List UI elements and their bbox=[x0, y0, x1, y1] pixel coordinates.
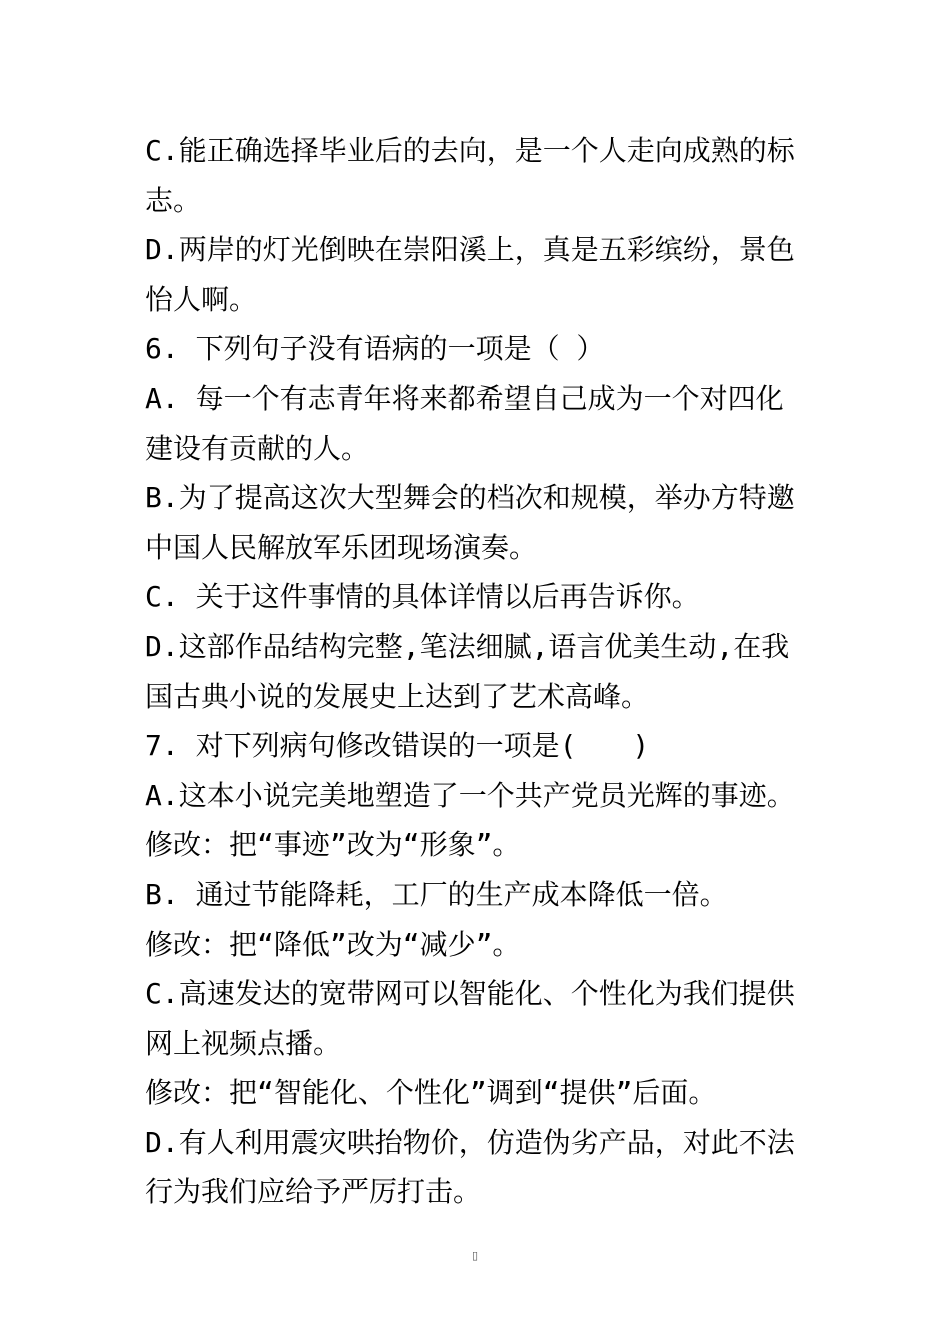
text-line: D.两岸的灯光倒映在崇阳溪上，真是五彩缤纷，景色 bbox=[145, 233, 795, 267]
text-line: 修改：把“事迹”改为“形象”。 bbox=[145, 828, 521, 862]
text-line: 志。 bbox=[145, 183, 202, 217]
text-line: 怡人啊。 bbox=[145, 282, 258, 316]
text-line: B. 通过节能降耗，工厂的生产成本降低一倍。 bbox=[145, 877, 728, 911]
text-line: A.这本小说完美地塑造了一个共产党员光辉的事迹。 bbox=[145, 778, 795, 812]
text-line: 行为我们应给予严厉打击。 bbox=[145, 1175, 482, 1209]
question-heading: 7. 对下列病句修改错误的一项是( ) bbox=[145, 729, 650, 763]
text-line: C. 关于这件事情的具体详情以后再告诉你。 bbox=[145, 580, 700, 614]
text-line: 网上视频点播。 bbox=[145, 1026, 342, 1060]
document-body bbox=[145, 126, 810, 1217]
text-line: 建设有贡献的人。 bbox=[145, 431, 370, 465]
page-footer-mark: ▯ bbox=[471, 1249, 479, 1262]
text-line: C.能正确选择毕业后的去向，是一个人走向成熟的标 bbox=[145, 134, 795, 167]
text-line: 修改：把“智能化、个性化”调到“提供”后面。 bbox=[145, 1076, 717, 1110]
text-line: D.有人利用震灾哄抬物价，仿造伪劣产品，对此不法 bbox=[145, 1125, 795, 1159]
text-line: B.为了提高这次大型舞会的档次和规模，举办方特邀 bbox=[145, 481, 795, 515]
text-line: D.这部作品结构完整,笔法细腻,语言优美生动,在我 bbox=[145, 629, 790, 663]
text-line: 中国人民解放军乐团现场演奏。 bbox=[145, 530, 538, 564]
question-heading: 6. 下列句子没有语病的一项是（ ） bbox=[145, 332, 605, 366]
text-line: A. 每一个有志青年将来都希望自己成为一个对四化 bbox=[145, 381, 784, 415]
text-line: 修改：把“降低”改为“减少”。 bbox=[145, 927, 521, 961]
text-line: 国古典小说的发展史上达到了艺术高峰。 bbox=[145, 679, 650, 713]
text-line: C.高速发达的宽带网可以智能化、个性化为我们提供 bbox=[145, 977, 795, 1011]
